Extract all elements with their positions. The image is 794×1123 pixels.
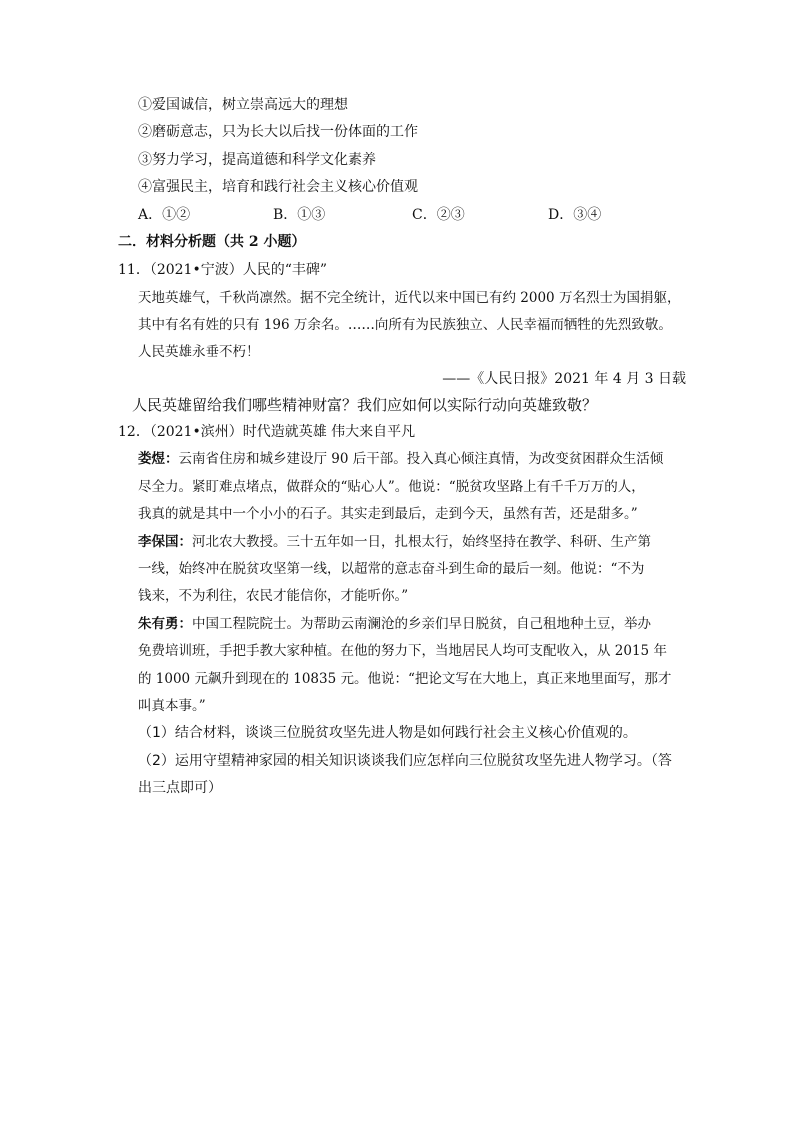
question-12-sub-2-cont: 出三点即可） bbox=[138, 780, 222, 796]
q12-material-line: 钱来，不为利往，农民才能信你，才能听你。” bbox=[138, 588, 409, 604]
choice-c: C．②③ bbox=[412, 207, 465, 223]
choice-b: B．①③ bbox=[273, 207, 326, 223]
option-4: ④富强民主，培育和践行社会主义核心价值观 bbox=[138, 179, 418, 195]
question-12-sub-2: （2）运用守望精神家园的相关知识谈谈我们应怎样向三位脱贫攻坚先进人物学习。（答 bbox=[138, 753, 672, 769]
person-name: 朱有勇： bbox=[138, 616, 192, 632]
material-text: 云南省住房和城乡建设厅 90 后干部。投入真心倾注真情，为改变贫困群众生活倾 bbox=[178, 451, 664, 467]
question-11-title: 11．（2021•宁波）人民的“丰碑” bbox=[118, 262, 328, 278]
person-name: 李保国： bbox=[138, 534, 192, 550]
q12-material-line bbox=[138, 533, 651, 551]
option-2: ②磨砺意志，只为长大以后找一份体面的工作 bbox=[138, 124, 418, 140]
choice-d: D．③④ bbox=[548, 207, 602, 223]
person-name: 娄煜： bbox=[138, 451, 179, 467]
q12-material-line: 我真的就是其中一个小小的石子。其实走到最后，走到今天，虽然有苦，还是甜多。” bbox=[138, 506, 638, 522]
q11-source: ——《人民日报》2021 年 4 月 3 日载 bbox=[442, 371, 686, 387]
question-11-prompt: 人民英雄留给我们哪些精神财富？我们应如何以实际行动向英雄致敬？ bbox=[132, 396, 598, 414]
q11-material-line: 天地英雄气，千秋尚凛然。据不完全统计，近代以来中国已有约 2000 万名烈士为国捐躯， bbox=[138, 290, 681, 306]
choice-a: A．①② bbox=[138, 207, 191, 223]
material-text: 中国工程院院士。为帮助云南澜沧的乡亲们早日脱贫，自己租地种土豆，举办 bbox=[192, 616, 651, 632]
q12-material-line: 的 1000 元飙升到现在的 10835 元。他说：“把论文写在大地上，真正来地里面写，那才 bbox=[138, 671, 672, 687]
option-3: ③努力学习，提高道德和科学文化素养 bbox=[138, 152, 376, 168]
question-12-title: 12．（2021•滨州）时代造就英雄 伟大来自平凡 bbox=[118, 424, 416, 440]
q12-material-line: 一线，始终冲在脱贫攻坚第一线，以超常的意志奋斗到生命的最后一刻。他说：“不为 bbox=[138, 561, 645, 577]
q11-material-line: 人民英雄永垂不朽！ bbox=[138, 344, 260, 360]
q12-material-line: 免费培训班，手把手教大家种植。在他的努力下，当地居民人均可支配收入，从 2015 年 bbox=[138, 643, 667, 659]
q12-material-line: 叫真本事。” bbox=[138, 698, 206, 714]
section-title: 二．材料分析题（共 2 小题） bbox=[118, 234, 306, 250]
q11-material-line: 其中有名有姓的只有 196 万余名。……向所有为民族独立、人民幸福而牺牲的先烈致敬。 bbox=[138, 317, 672, 333]
q12-material-line bbox=[138, 615, 651, 633]
material-text: 河北农大教授。三十五年如一日，扎根太行，始终坚持在教学、科研、生产第 bbox=[192, 534, 651, 550]
question-12-sub-1: （1）结合材料，谈谈三位脱贫攻坚先进人物是如何践行社会主义核心价值观的。 bbox=[138, 725, 637, 741]
q12-material-line: 尽全力。紧盯难点堵点，做群众的“贴心人”。他说：“脱贫攻坚路上有千千万万的人， bbox=[138, 479, 645, 495]
q12-material-line bbox=[138, 450, 663, 468]
option-1: ①爱国诚信，树立崇高远大的理想 bbox=[138, 97, 348, 113]
